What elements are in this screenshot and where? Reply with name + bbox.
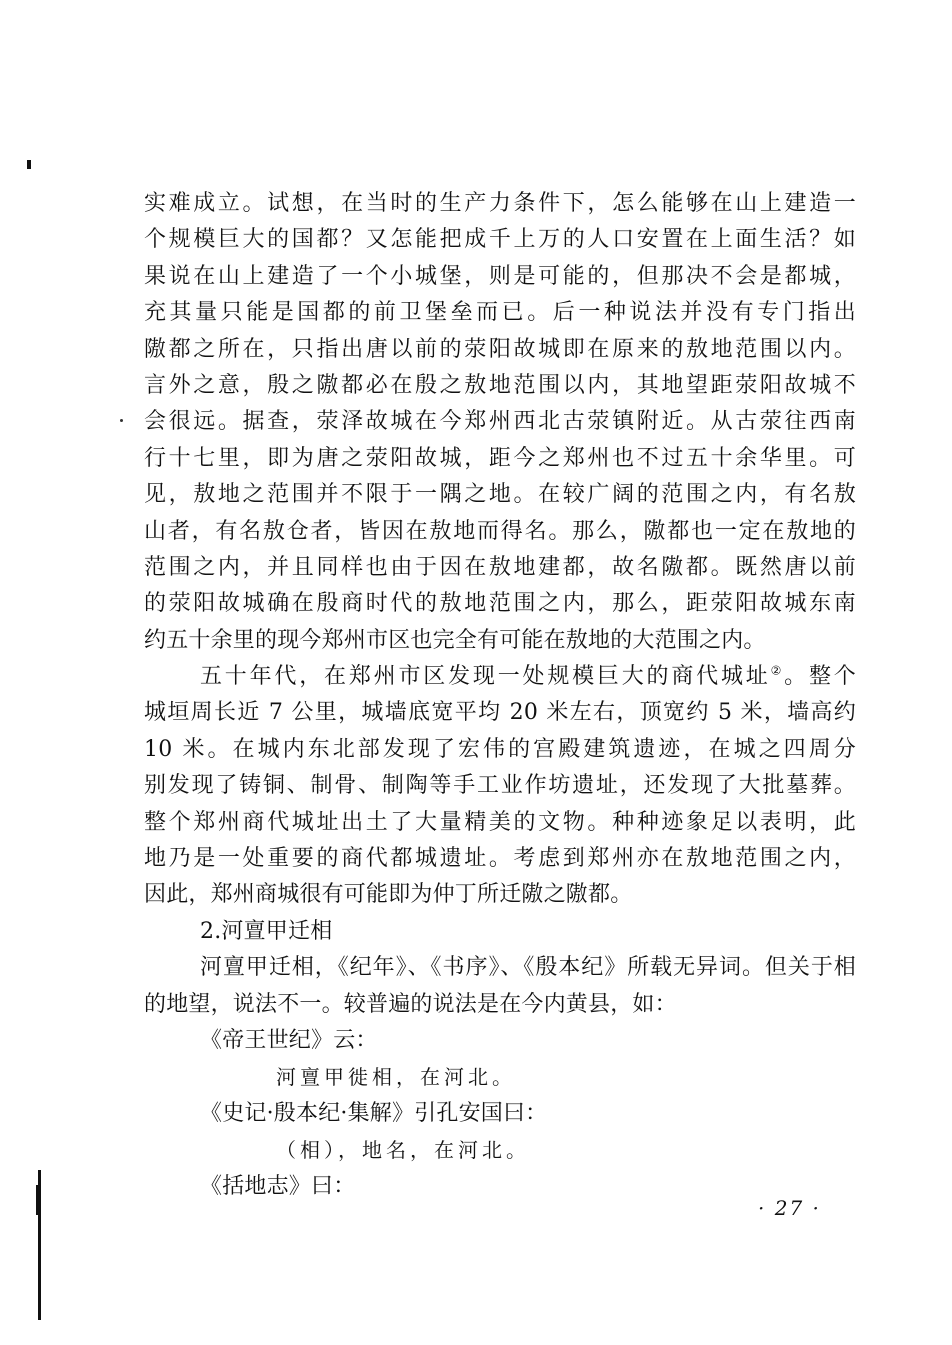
citation-quote: 河亶甲徙相，在河北。	[276, 1065, 516, 1090]
scan-artifact-mark	[120, 419, 123, 422]
paragraph-line: 别发现了铸铜、制骨、制陶等手工业作坊遗址，还发现了大批墓葬。	[144, 773, 856, 799]
paragraph-line: 整个郑州商代城址出土了大量精美的文物。种种迹象足以表明，此	[144, 809, 856, 835]
paragraph-line: 约五十余里的现今郑州市区也完全有可能在敖地的大范围之内。	[144, 627, 766, 653]
paragraph-first-line: 河亶甲迁相，《纪年》、《书序》、《殷本纪》所载无异词。但关于相	[200, 955, 856, 981]
footnote-marker: ②	[770, 663, 785, 678]
paragraph-line: 果说在山上建造了一个小城堡，则是可能的，但那决不会是都城，	[144, 263, 856, 289]
paragraph-line: 山者，有名敖仓者，皆因在敖地而得名。那么，隞都也一定在敖地的	[144, 518, 856, 544]
paragraph-line: 地乃是一处重要的商代都城遗址。考虑到郑州亦在敖地范围之内，	[144, 846, 856, 872]
citation-source: 《史记·殷本纪·集解》引孔安国曰：	[200, 1100, 548, 1126]
page-number: · 27 ·	[758, 1196, 821, 1220]
paragraph-line: 个规模巨大的国都？又怎能把成千上万的人口安置在上面生活？如	[144, 227, 856, 253]
section-heading: 2.河亶甲迁相	[200, 918, 333, 944]
paragraph-line: 见，敖地之范围并不限于一隅之地。在较广阔的范围之内，有名敖	[144, 482, 856, 508]
paragraph-line: 城垣周长近 7 公里，城墙底宽平均 20 米左右，顶宽约 5 米，墙高约	[144, 700, 856, 726]
body-text	[144, 186, 856, 1205]
citation-quote: （相），地名，在河北。	[276, 1138, 530, 1163]
paragraph-line: 10 米。在城内东北部发现了宏伟的宫殿建筑遗迹，在城之四周分	[144, 736, 856, 762]
paragraph-text: 五十年代，在郑州市区发现一处规模巨大的商代城址	[200, 664, 771, 690]
paragraph-line: 会很远。据查，荥泽故城在今郑州西北古荥镇附近。从古荥往西南	[144, 409, 856, 435]
paragraph-text: 。整个	[784, 664, 856, 690]
paragraph-line: 的荥阳故城确在殷商时代的敖地范围之内，那么，距荥阳故城东南	[144, 591, 856, 617]
citation-source: 《括地志》曰：	[200, 1173, 356, 1199]
paragraph-first-line	[144, 659, 856, 695]
paragraph-line: 的地望，说法不一。较普遍的说法是在今内黄县，如：	[144, 991, 677, 1017]
scan-artifact-edge-thick	[36, 1185, 40, 1215]
scan-artifact-dot	[27, 160, 31, 169]
paragraph-line: 言外之意，殷之隞都必在殷之敖地范围以内，其地望距荥阳故城不	[144, 372, 856, 398]
paragraph-line: 隞都之所在，只指出唐以前的荥阳故城即在原来的敖地范围以内。	[144, 336, 856, 362]
paragraph-line: 范围之内，并且同样也由于因在敖地建都，故名隞都。既然唐以前	[144, 554, 856, 580]
paragraph-line: 行十七里，即为唐之荥阳故城，距今之郑州也不过五十余华里。可	[144, 445, 856, 471]
paragraph-line: 充其量只能是国都的前卫堡垒而已。后一种说法并没有专门指出	[144, 300, 856, 326]
citation-source: 《帝王世纪》云：	[200, 1027, 378, 1053]
paragraph-line: 因此，郑州商城很有可能即为仲丁所迁隞之隞都。	[144, 882, 633, 908]
paragraph-line: 实难成立。试想，在当时的生产力条件下，怎么能够在山上建造一	[144, 191, 856, 216]
